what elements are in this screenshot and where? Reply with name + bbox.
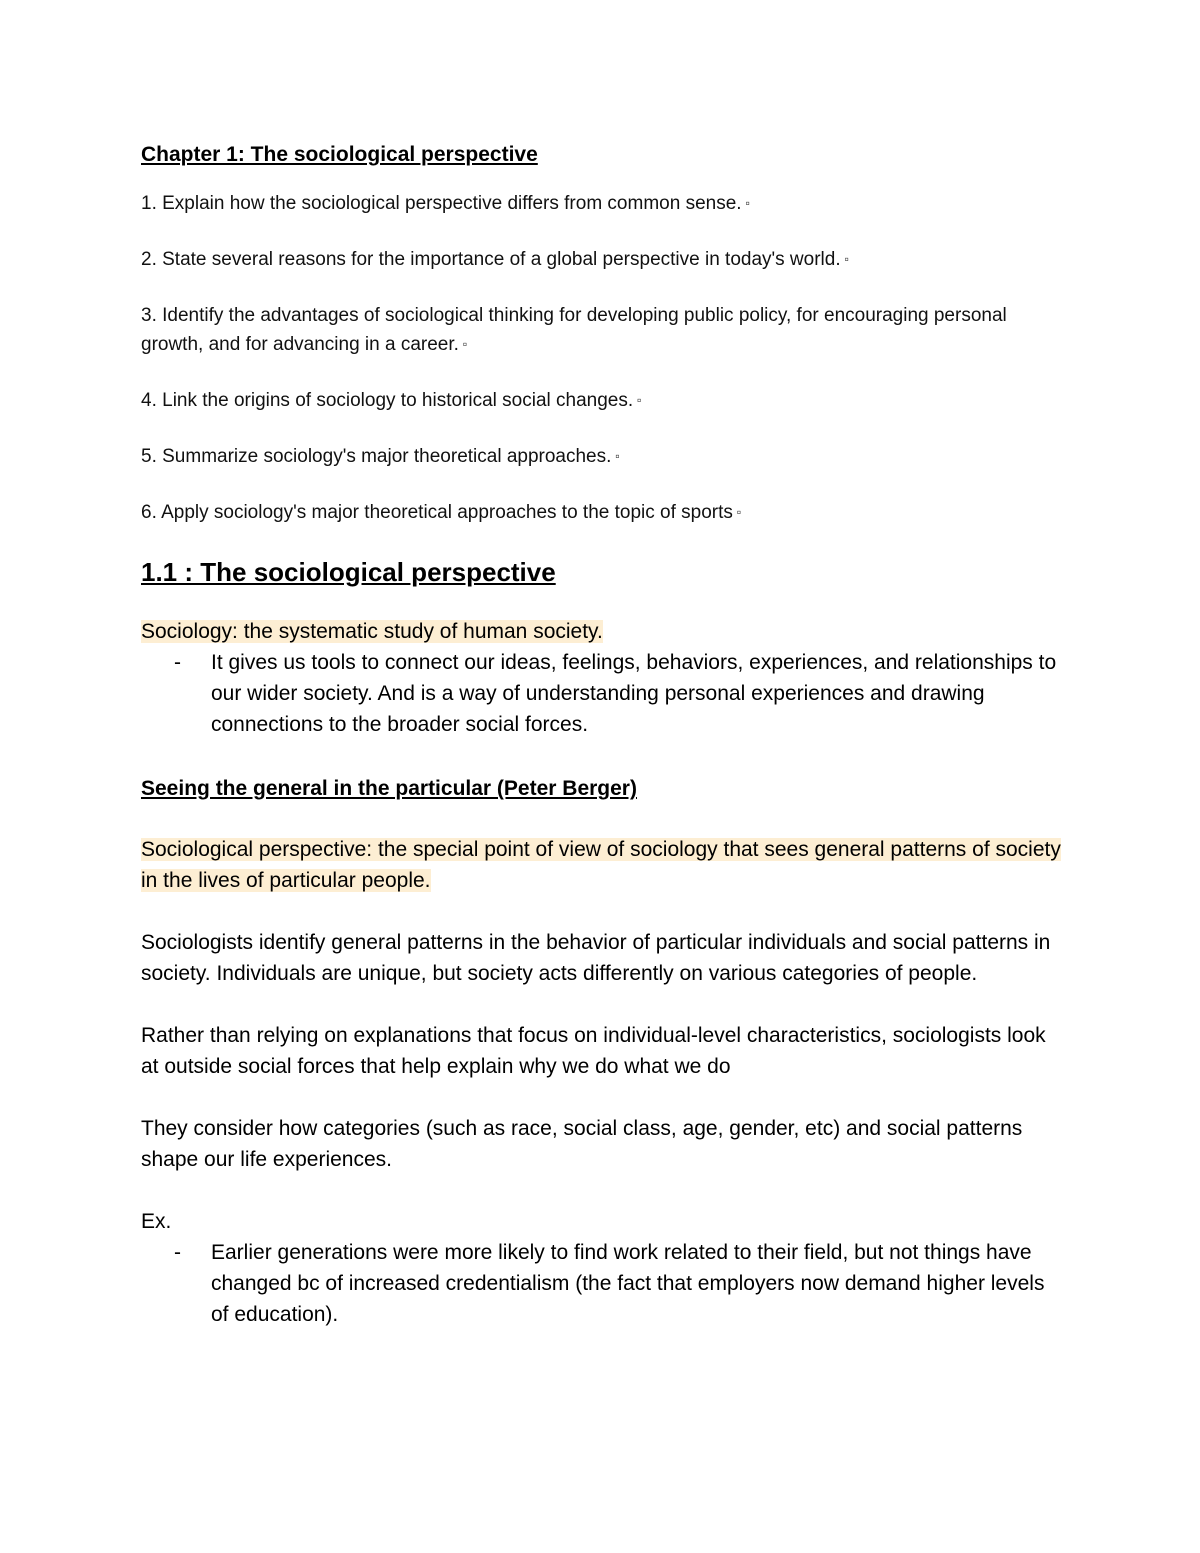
sociology-definition [141, 616, 1061, 647]
definition-bullets [141, 647, 1061, 740]
bullet-text: It gives us tools to connect our ideas, feelings, behaviors, experiences, and relationships to our wider society. And is a way of understanding personal experiences and drawing connections to the broader social forces. [211, 651, 1057, 736]
chapter-title: Chapter 1: The sociological perspective [141, 143, 538, 166]
objective-item [141, 386, 1061, 415]
document-page [141, 140, 1061, 1330]
objective-item [141, 189, 1061, 218]
checkbox-icon: ▫ [462, 337, 468, 351]
objective-text: 1. Explain how the sociological perspective differs from common sense. [141, 193, 742, 214]
list-item [141, 647, 1061, 740]
checkbox-icon: ▫ [745, 196, 750, 210]
objective-item [141, 301, 1061, 359]
learning-objectives-list [141, 189, 1061, 527]
objective-text: 4. Link the origins of sociology to historical social changes. [141, 390, 634, 411]
list-item [141, 1237, 1061, 1330]
bullet-dash: - [174, 651, 181, 674]
perspective-definition [141, 834, 1061, 896]
highlighted-definition: Sociology: the systematic study of human society. [141, 620, 603, 643]
highlighted-definition: Sociological perspective: the special point of view of sociology that sees general patterns of society in the lives of particular people. [141, 838, 1061, 892]
bullet-text: Earlier generations were more likely to find work related to their field, but not things have changed bc of increased credentialism (the fact that employers now demand higher levels of education). [211, 1241, 1045, 1326]
objective-text: 6. Apply sociology's major theoretical approaches to the topic of sports [141, 502, 733, 523]
objective-item [141, 442, 1061, 471]
objective-item [141, 245, 1061, 274]
checkbox-icon: ▫ [637, 393, 642, 407]
paragraph: Rather than relying on explanations that focus on individual-level characteristics, sociologists look at outside social forces that help explain why we do what we do [141, 1024, 1046, 1078]
objective-text: 3. Identify the advantages of sociological thinking for developing public policy, for encouraging personal growth, and for advancing in a career. [141, 305, 1007, 355]
example-label: Ex. [141, 1210, 172, 1233]
checkbox-icon: ▫ [736, 505, 742, 519]
objective-text: 5. Summarize sociology's major theoretical approaches. [141, 446, 612, 467]
objective-text: 2. State several reasons for the importance of a global perspective in today's world. [141, 249, 841, 270]
paragraph: They consider how categories (such as race, social class, age, gender, etc) and social patterns shape our life experiences. [141, 1117, 1023, 1171]
checkbox-icon: ▫ [844, 252, 849, 266]
checkbox-icon: ▫ [615, 449, 620, 463]
bullet-dash: - [174, 1241, 181, 1264]
example-bullets [141, 1237, 1061, 1330]
paragraph: Sociologists identify general patterns in the behavior of particular individuals and social patterns in society. Individuals are unique, but society acts differently on various categories of people. [141, 931, 1051, 985]
section-title: 1.1 : The sociological perspective [141, 557, 556, 587]
objective-item [141, 498, 1061, 527]
subsection-title: Seeing the general in the particular (Peter Berger) [141, 777, 637, 800]
